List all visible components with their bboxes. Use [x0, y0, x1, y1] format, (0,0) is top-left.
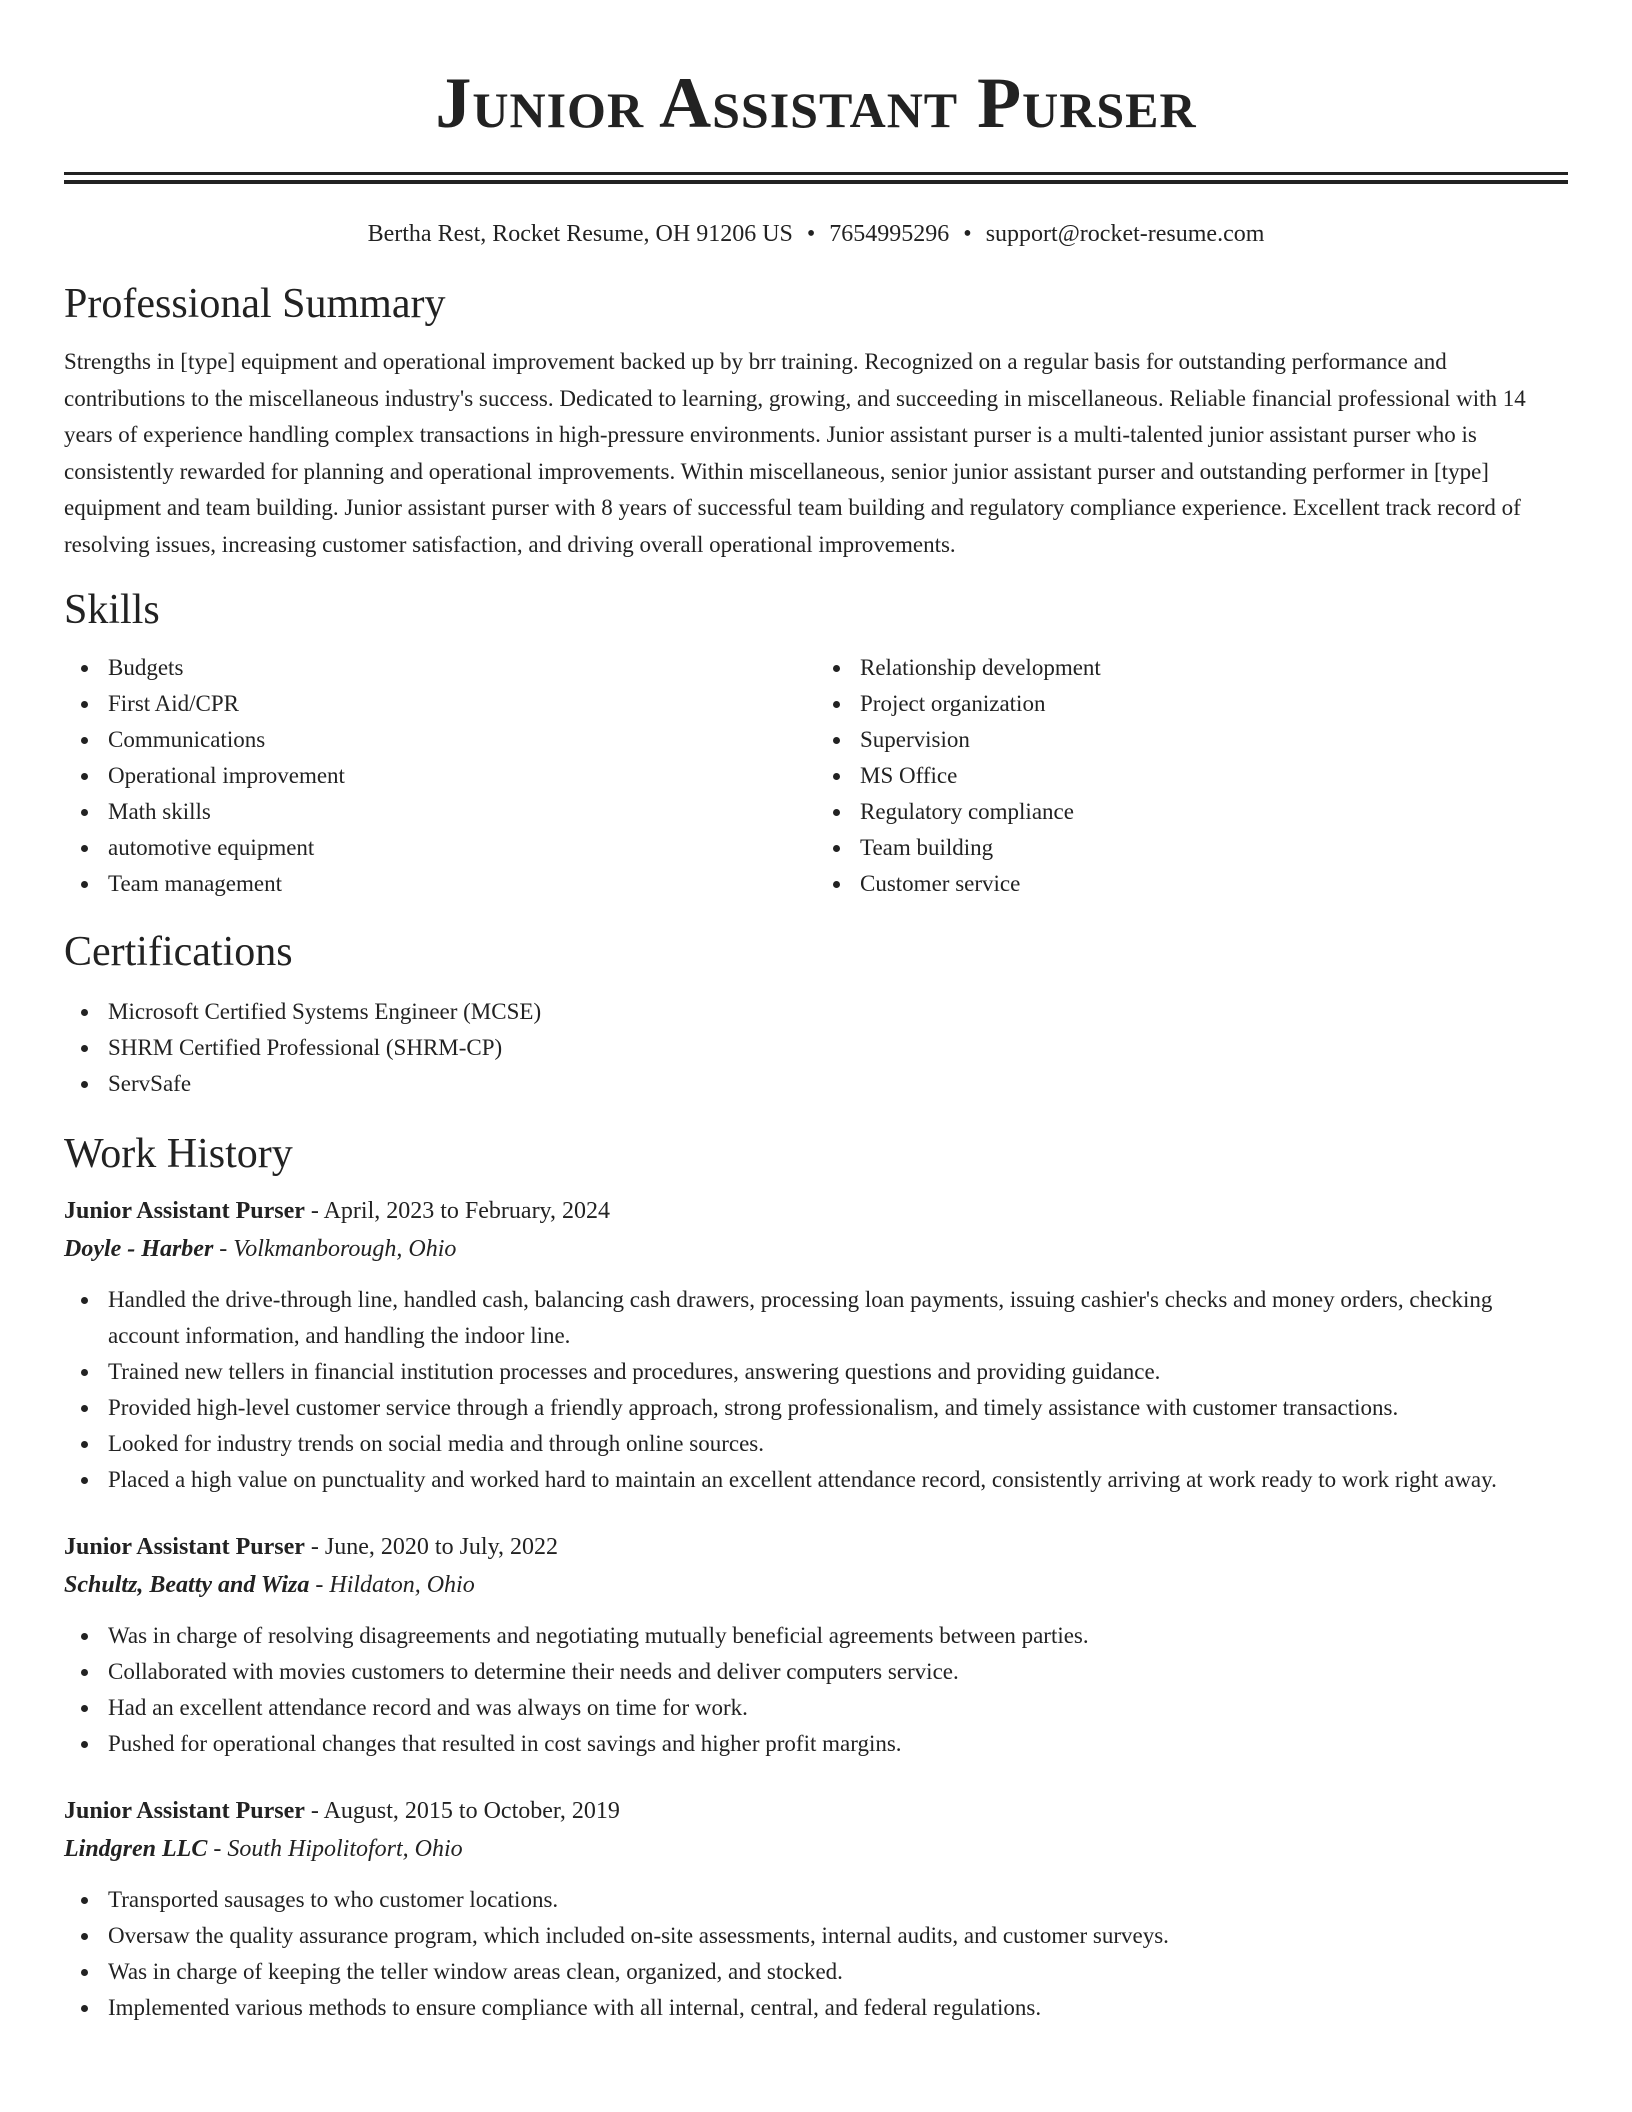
skill-item: Project organization: [860, 686, 1568, 722]
job-company-line: [64, 1830, 1568, 1868]
job-dates: - August, 2015 to October, 2019: [304, 1797, 620, 1824]
job-bullet: Implemented various methods to ensure compliance with all internal, central, and federal regulations.: [108, 1990, 1568, 2026]
skills-column-left: [64, 650, 816, 902]
job-bullets: [64, 1618, 1568, 1762]
contact-phone: 7654995296: [829, 221, 950, 247]
job-entry: [64, 1792, 1568, 2026]
contact-line: [64, 218, 1568, 250]
contact-address: Bertha Rest, Rocket Resume, OH 91206 US: [367, 221, 793, 247]
job-bullet: Collaborated with movies customers to determine their needs and deliver computers service.: [108, 1654, 1568, 1690]
job-bullet: Oversaw the quality assurance program, which included on-site assessments, internal audits, and customer surveys.: [108, 1918, 1568, 1954]
skills-column-right: [816, 650, 1568, 902]
contact-separator: •: [963, 221, 972, 247]
contact-separator: •: [806, 221, 816, 247]
header-divider: [64, 172, 1568, 184]
skill-item: Communications: [108, 722, 816, 758]
summary-text: Strengths in [type] equipment and operational improvement backed up by brr training. Recognized on a regular basis for outstanding performance and contributions to the miscellaneous industry's success. Dedicated to learning, growing, and succeeding in miscellaneous. Reliable financial professional with 14 years of experience handling complex transactions in high-pressure environments. Junior assistant purser is a multi-talented junior assistant purser who is consistently rewarded for planning and operational improvements. Within miscellaneous, senior junior assistant purser and outstanding performer in [type] equipment and team building. Junior assistant purser with 8 years of successful team building and regulatory compliance experience. Excellent track record of resolving issues, increasing customer satisfaction, and driving overall operational improvements.: [64, 349, 1526, 557]
skill-item: Team management: [108, 866, 816, 902]
job-title: Junior Assistant Purser: [64, 1197, 305, 1224]
section-heading-certifications: Certifications: [64, 928, 293, 975]
skills-list: [64, 650, 1568, 902]
resume-name: Junior Assistant Purser: [435, 63, 1197, 143]
skill-item: Supervision: [860, 722, 1568, 758]
job-title: Junior Assistant Purser: [64, 1533, 305, 1560]
section-heading-work-history: Work History: [64, 1130, 293, 1177]
certification-item: SHRM Certified Professional (SHRM-CP): [108, 1030, 1568, 1066]
job-bullets: [64, 1882, 1568, 2026]
job-bullet: Transported sausages to who customer locations.: [108, 1882, 1568, 1918]
section-heading-summary: Professional Summary: [64, 281, 446, 327]
job-bullet: Handled the drive-through line, handled cash, balancing cash drawers, processing loan payments, issuing cashier's checks and money orders, checking account information, and handling the indoor line.: [108, 1282, 1568, 1354]
skill-item: Relationship development: [860, 650, 1568, 686]
job-company-line: [64, 1566, 1568, 1604]
skill-item: First Aid/CPR: [108, 686, 816, 722]
job-dates: - April, 2023 to February, 2024: [304, 1197, 610, 1224]
certifications-list: [64, 994, 1568, 1102]
job-title: Junior Assistant Purser: [64, 1797, 305, 1824]
job-bullet: Had an excellent attendance record and was always on time for work.: [108, 1690, 1568, 1726]
job-bullet: Trained new tellers in financial institution processes and procedures, answering questions and providing guidance.: [108, 1354, 1568, 1390]
job-location: - Hildaton, Ohio: [309, 1571, 475, 1598]
job-bullet: Was in charge of resolving disagreements and negotiating mutually beneficial agreements between parties.: [108, 1618, 1568, 1654]
section-heading-skills: Skills: [64, 586, 160, 633]
job-bullet: Placed a high value on punctuality and worked hard to maintain an excellent attendance record, consistently arriving at work ready to work right away.: [108, 1462, 1568, 1498]
job-title-line: [64, 1528, 1568, 1566]
job-dates: - June, 2020 to July, 2022: [304, 1533, 559, 1560]
skill-item: Customer service: [860, 866, 1568, 902]
job-company: Lindgren LLC: [64, 1835, 208, 1862]
certification-item: ServSafe: [108, 1066, 1568, 1102]
contact-email: support@rocket-resume.com: [985, 221, 1265, 247]
skill-item: Regulatory compliance: [860, 794, 1568, 830]
job-bullet: Pushed for operational changes that resulted in cost savings and higher profit margins.: [108, 1726, 1568, 1762]
job-location: - South Hipolitofort, Ohio: [207, 1835, 463, 1862]
job-bullet: Looked for industry trends on social media and through online sources.: [108, 1426, 1568, 1462]
skill-item: Team building: [860, 830, 1568, 866]
job-title-line: [64, 1792, 1568, 1830]
job-company-line: [64, 1230, 1568, 1268]
job-location: - Volkmanborough, Ohio: [213, 1235, 457, 1262]
job-bullet: Was in charge of keeping the teller window areas clean, organized, and stocked.: [108, 1954, 1568, 1990]
job-bullets: [64, 1282, 1568, 1498]
job-bullet: Provided high-level customer service through a friendly approach, strong professionalism, and timely assistance with customer transactions.: [108, 1390, 1568, 1426]
skill-item: Math skills: [108, 794, 816, 830]
skill-item: Budgets: [108, 650, 816, 686]
job-entry: [64, 1192, 1568, 1498]
job-company: Doyle - Harber: [64, 1235, 214, 1262]
skill-item: automotive equipment: [108, 830, 816, 866]
skill-item: MS Office: [860, 758, 1568, 794]
job-title-line: [64, 1192, 1568, 1230]
job-entry: [64, 1528, 1568, 1762]
job-company: Schultz, Beatty and Wiza: [64, 1571, 310, 1598]
certification-item: Microsoft Certified Systems Engineer (MCSE): [108, 994, 1568, 1030]
skill-item: Operational improvement: [108, 758, 816, 794]
